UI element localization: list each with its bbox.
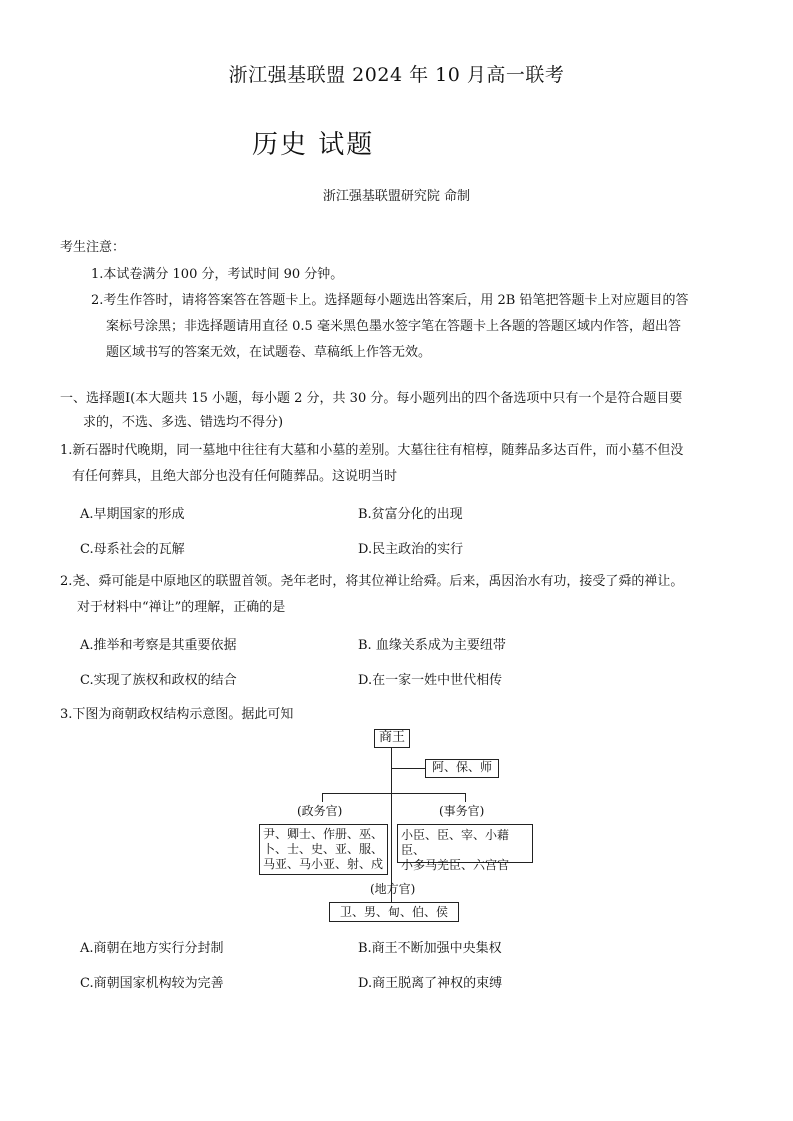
affairs-officials-line-1: 小臣、臣、宰、小藉臣、	[401, 828, 510, 857]
king-label: 商王	[378, 730, 405, 745]
advisors-label: 阿、保、师	[431, 760, 492, 774]
diagram-trunk-line	[391, 747, 392, 902]
q2-stem-line-1: 2.尧、舜可能是中原地区的联盟首领。尧年老时，将其位禅让给舜。后来，禹因治水有功，接受了舜的禅让。	[60, 574, 684, 589]
gov-officials-label: (政务官)	[297, 804, 343, 818]
diagram-advisor-connector	[392, 768, 425, 769]
advisors-box	[425, 759, 499, 778]
section-1-heading: 一、选择题Ⅰ(本大题共 15 小题，每小题 2 分，共 30 分。每小题列出的四个备选项中只有一个是符合题目要	[60, 391, 683, 406]
q2-option-b[interactable]: B. 血缘关系成为主要纽带	[358, 638, 506, 653]
diagram-branch-line	[322, 793, 466, 794]
q2-option-c[interactable]: C.实现了族权和政权的结合	[80, 673, 237, 688]
notice-item-2-line-1: 2.考生作答时，请将答案答在答题卡上。选择题每小题选出答案后，用 2B 铅笔把答题卡上对应题目的答	[91, 293, 689, 308]
q1-option-c[interactable]: C.母系社会的瓦解	[80, 542, 185, 557]
q3-stem: 3.下图为商朝政权结构示意图。据此可知	[60, 707, 294, 722]
q3-option-d[interactable]: D.商王脱离了神权的束缚	[358, 976, 503, 991]
king-box	[374, 729, 410, 748]
q1-option-a[interactable]: A.早期国家的形成	[80, 507, 185, 522]
q3-option-a[interactable]: A.商朝在地方实行分封制	[80, 941, 224, 956]
gov-officials-line-1: 尹、卿士、作册、巫、	[263, 827, 384, 841]
compiler-org: 浙江强基联盟研究院 命制	[322, 189, 471, 204]
q2-option-a[interactable]: A.推举和考察是其重要依据	[80, 638, 237, 653]
local-officials-box	[329, 902, 459, 922]
affairs-officials-line-2: 小多马羌臣、六宫官	[401, 858, 510, 872]
q2-option-d[interactable]: D.在一家一姓中世代相传	[358, 673, 503, 688]
section-1-heading-cont: 求的，不选、多选、错选均不得分)	[83, 415, 284, 430]
local-officials-text: 卫、男、甸、伯、侯	[339, 905, 448, 919]
diagram-right-drop	[465, 793, 466, 802]
diagram-left-drop	[322, 793, 323, 802]
q3-option-c[interactable]: C.商朝国家机构较为完善	[80, 976, 224, 991]
q1-stem-line-2: 有任何葬具，且绝大部分也没有任何随葬品。这说明当时	[72, 469, 398, 484]
local-officials-label: (地方官)	[370, 882, 416, 896]
notice-item-1: 1.本试卷满分 100 分，考试时间 90 分钟。	[91, 267, 344, 282]
q1-option-d[interactable]: D.民主政治的实行	[358, 542, 464, 557]
gov-officials-line-2: 卜、士、史、亚、服、	[263, 842, 384, 856]
gov-officials-line-3: 马亚、马小亚、射、戍	[263, 857, 384, 871]
q1-option-b[interactable]: B.贫富分化的出现	[358, 507, 463, 522]
affairs-officials-label: (事务官)	[439, 804, 485, 818]
notice-item-2-line-3: 题区域书写的答案无效，在试题卷、草稿纸上作答无效。	[106, 345, 432, 360]
q3-option-b[interactable]: B.商王不断加强中央集权	[358, 941, 502, 956]
gov-officials-box	[259, 824, 388, 875]
notice-heading: 考生注意：	[60, 240, 126, 255]
q2-stem-line-2: 对于材料中“禅让”的理解，正确的是	[77, 600, 286, 615]
notice-item-2-line-2: 案标号涂黑；非选择题请用直径 0.5 毫米黑色墨水签字笔在答题卡上各题的答题区域内作答，超出答	[106, 319, 681, 334]
exam-title: 浙江强基联盟 2024 年 10 月高一联考	[228, 64, 565, 86]
subject-title: 历史 试题	[252, 130, 375, 160]
q1-stem-line-1: 1.新石器时代晚期，同一墓地中往往有大墓和小墓的差别。大墓往往有棺椁，随葬品多达百件，而小墓不但没	[60, 443, 684, 458]
affairs-officials-box	[397, 824, 533, 872]
